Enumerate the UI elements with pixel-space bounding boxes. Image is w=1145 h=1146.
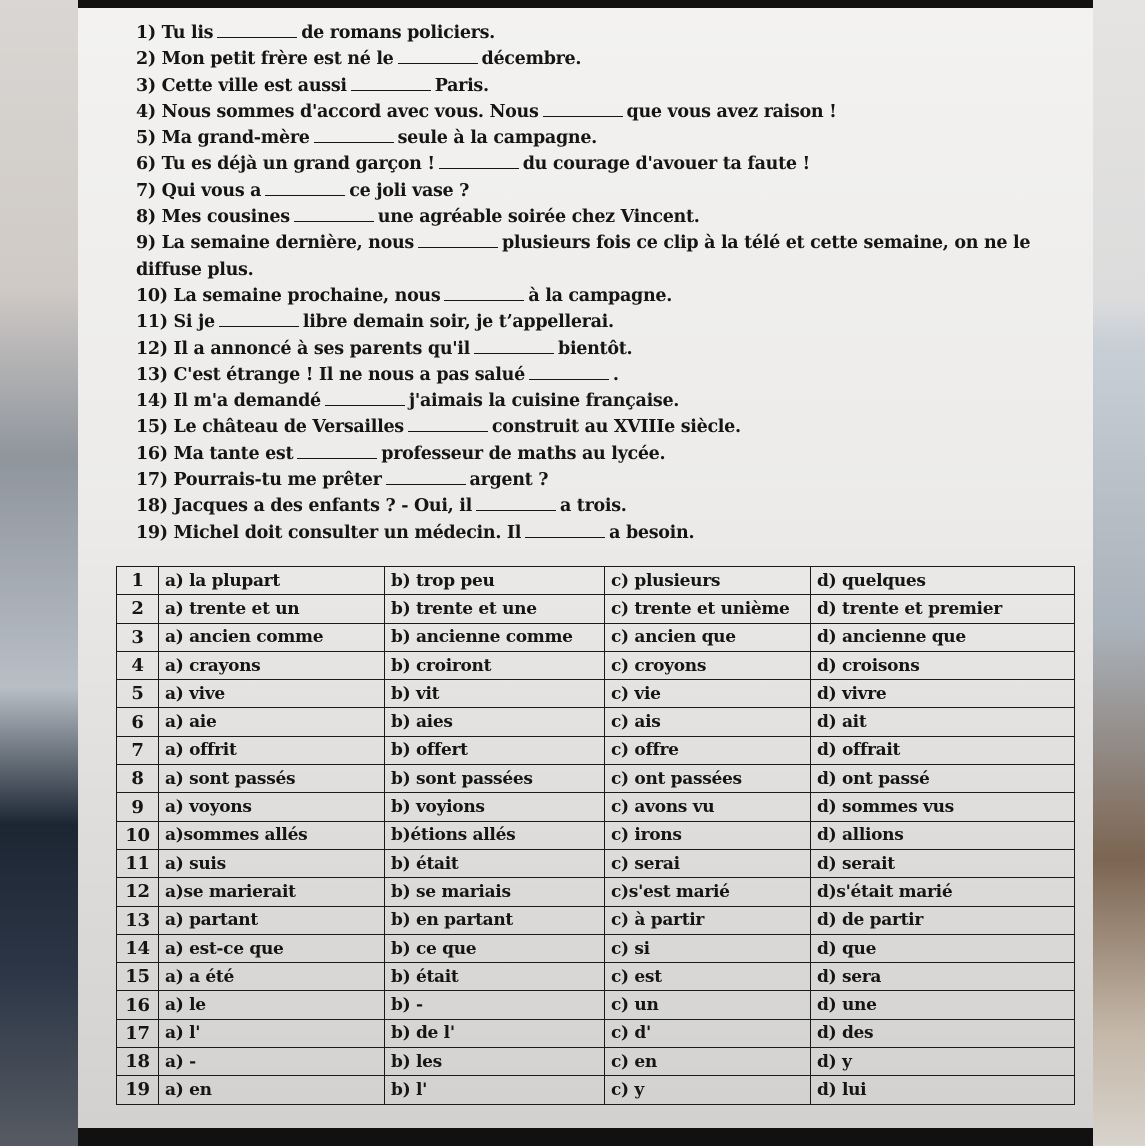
question-text-before: 15) Le château de Versailles (136, 417, 404, 438)
answer-blank[interactable] (408, 414, 488, 432)
answer-option-a[interactable]: a) trente et un (159, 595, 385, 623)
question-line (136, 46, 1086, 72)
answer-row (117, 1076, 1075, 1104)
answer-number-cell: 2 (117, 595, 159, 623)
question-text-after: ce joli vase ? (349, 180, 470, 201)
answer-option-c[interactable]: c) si (605, 934, 811, 962)
answer-option-a[interactable]: a)se marierait (159, 878, 385, 906)
question-line (136, 362, 1086, 388)
answer-option-d[interactable]: d) vivre (811, 680, 1075, 708)
question-line (136, 151, 1086, 177)
answer-option-a[interactable]: a) est-ce que (159, 934, 385, 962)
question-text-before: 1) Tu lis (136, 23, 214, 43)
answer-row (117, 991, 1075, 1019)
answer-table (116, 566, 1075, 1105)
question-line (136, 493, 1086, 519)
answer-number-cell: 7 (117, 736, 159, 764)
answer-option-c[interactable]: c)s'est marié (605, 878, 811, 906)
answer-row (117, 793, 1075, 821)
question-line (136, 99, 1086, 125)
top-border (78, 0, 1093, 8)
answer-number-cell: 17 (117, 1019, 159, 1047)
answer-option-d[interactable]: d) une (811, 991, 1075, 1019)
answer-row (117, 1019, 1075, 1047)
question-text-before: 8) Mes cousines (136, 207, 290, 228)
answer-option-c[interactable]: c) ais (605, 708, 811, 736)
answer-blank[interactable] (297, 441, 377, 459)
answer-option-a[interactable]: a) offrit (159, 736, 385, 764)
answer-option-c[interactable]: c) avons vu (605, 793, 811, 821)
answer-option-d[interactable]: d)s'était marié (811, 878, 1075, 906)
answer-option-d[interactable]: d) quelques (811, 567, 1075, 595)
answer-number-cell: 4 (117, 651, 159, 679)
answer-number-cell: 15 (117, 963, 159, 991)
answer-blank[interactable] (529, 362, 609, 380)
answer-option-b[interactable]: b) croiront (385, 651, 605, 679)
answer-number-cell: 13 (117, 906, 159, 934)
answer-number-cell: 5 (117, 680, 159, 708)
answer-option-b[interactable]: b) se mariais (385, 878, 605, 906)
answer-row (117, 708, 1075, 736)
answer-option-b[interactable]: b) offert (385, 736, 605, 764)
answer-number-cell: 3 (117, 623, 159, 651)
answer-option-c[interactable]: c) est (605, 963, 811, 991)
question-text-before: 9) La semaine dernière, nous (136, 233, 414, 254)
answer-row (117, 878, 1075, 906)
answer-option-c[interactable]: c) en (605, 1048, 811, 1076)
answer-blank[interactable] (474, 336, 554, 354)
answer-option-a[interactable]: a) suis (159, 849, 385, 877)
answer-option-c[interactable]: c) à partir (605, 906, 811, 934)
answer-number-cell: 19 (117, 1076, 159, 1104)
answer-option-a[interactable]: a) crayons (159, 651, 385, 679)
answer-row (117, 821, 1075, 849)
question-text-before: 6) Tu es déjà un grand garçon ! (136, 154, 435, 175)
answer-number-cell: 1 (117, 567, 159, 595)
answer-option-a[interactable]: a) sont passés (159, 765, 385, 793)
answer-number-cell: 8 (117, 765, 159, 793)
question-line (136, 73, 1086, 99)
question-line (136, 204, 1086, 230)
answer-number-cell: 18 (117, 1048, 159, 1076)
question-text-after: a trois. (559, 496, 627, 517)
answer-blank[interactable] (476, 493, 556, 511)
bottom-border (78, 1128, 1093, 1146)
question-text-before: 13) C'est étrange ! Il ne nous a pas salué (136, 364, 525, 385)
answer-blank[interactable] (543, 99, 623, 117)
answer-option-a[interactable]: a) ancien comme (159, 623, 385, 651)
question-text-after: construit au XVIIIe siècle. (491, 417, 741, 438)
answer-row (117, 567, 1075, 595)
answer-option-a[interactable]: a) - (159, 1048, 385, 1076)
answer-option-a[interactable]: a) voyons (159, 793, 385, 821)
question-text-after: bientôt. (558, 338, 633, 359)
answer-blank[interactable] (418, 230, 498, 248)
answer-option-b[interactable]: b) trente et une (385, 595, 605, 623)
answer-option-c[interactable]: c) irons (605, 821, 811, 849)
question-line (136, 125, 1086, 151)
question-line (136, 336, 1086, 362)
question-text-after: libre demain soir, je t’appellerai. (302, 312, 614, 333)
answer-option-d[interactable]: d) allions (811, 821, 1075, 849)
answer-option-b[interactable]: b) aies (385, 708, 605, 736)
answer-option-c[interactable]: c) offre (605, 736, 811, 764)
question-line (136, 230, 1086, 283)
answer-blank[interactable] (265, 178, 345, 196)
question-text-after: . (612, 364, 619, 385)
answer-option-d[interactable]: d) offrait (811, 736, 1075, 764)
answer-option-c[interactable]: c) trente et unième (605, 595, 811, 623)
answer-number-cell: 9 (117, 793, 159, 821)
question-text-after: du courage d'avouer ta faute ! (522, 154, 810, 175)
answer-option-c[interactable]: c) d' (605, 1019, 811, 1047)
answer-option-b[interactable]: b) sont passées (385, 765, 605, 793)
answer-blank[interactable] (219, 309, 299, 327)
question-text-before: 17) Pourrais-tu me prêter (136, 470, 382, 491)
answer-option-b[interactable]: b) en partant (385, 906, 605, 934)
answer-blank[interactable] (314, 125, 394, 143)
answer-blank[interactable] (325, 388, 405, 406)
answer-option-d[interactable]: d) ont passé (811, 765, 1075, 793)
answer-number-cell: 10 (117, 821, 159, 849)
question-text-before: 5) Ma grand-mère (136, 128, 310, 149)
question-line (136, 388, 1086, 414)
answer-option-d[interactable]: d) croisons (811, 651, 1075, 679)
answer-blank[interactable] (294, 204, 374, 222)
question-text-before: 18) Jacques a des enfants ? - Oui, il (136, 496, 472, 517)
question-text-before: 14) Il m'a demandé (136, 391, 321, 412)
answer-option-a[interactable]: a) le (159, 991, 385, 1019)
question-text-after: argent ? (469, 470, 549, 491)
answer-option-c[interactable]: c) ont passées (605, 765, 811, 793)
answer-option-c[interactable]: c) croyons (605, 651, 811, 679)
answer-table-body (117, 567, 1075, 1105)
answer-blank[interactable] (444, 283, 524, 301)
answer-option-d[interactable]: d) trente et premier (811, 595, 1075, 623)
answer-blank[interactable] (439, 151, 519, 169)
answer-option-a[interactable]: a) la plupart (159, 567, 385, 595)
question-text-before: 3) Cette ville est aussi (136, 75, 347, 96)
question-text-after: de romans policiers. (301, 23, 495, 43)
answer-row (117, 963, 1075, 991)
answer-blank[interactable] (525, 520, 605, 538)
answer-option-b[interactable]: b) était (385, 849, 605, 877)
answer-option-c[interactable]: c) y (605, 1076, 811, 1104)
answer-blank[interactable] (386, 467, 466, 485)
answer-option-d[interactable]: d) y (811, 1048, 1075, 1076)
question-text-before: 4) Nous sommes d'accord avec vous. Nous (136, 101, 539, 122)
answer-option-d[interactable]: d) sommes vus (811, 793, 1075, 821)
answer-option-a[interactable]: a)sommes allés (159, 821, 385, 849)
question-text-before: 11) Si je (136, 312, 215, 333)
answer-option-a[interactable]: a) vive (159, 680, 385, 708)
answer-option-c[interactable]: c) un (605, 991, 811, 1019)
background-right (1093, 0, 1145, 1146)
answer-row (117, 736, 1075, 764)
background-left (0, 0, 78, 1146)
answer-row (117, 623, 1075, 651)
question-text-after: Paris. (434, 75, 489, 96)
answer-option-b[interactable]: b) de l' (385, 1019, 605, 1047)
question-text-after: professeur de maths au lycée. (381, 443, 666, 464)
answer-option-d[interactable]: d) des (811, 1019, 1075, 1047)
answer-option-b[interactable]: b) trop peu (385, 567, 605, 595)
answer-number-cell: 14 (117, 934, 159, 962)
question-text-after: plusieurs fois ce clip à la télé et cette semaine, on ne le diffuse plus. (136, 233, 1031, 280)
answer-option-c[interactable]: c) ancien que (605, 623, 811, 651)
answer-row (117, 765, 1075, 793)
answer-row (117, 680, 1075, 708)
question-text-before: 10) La semaine prochaine, nous (136, 285, 441, 306)
answer-option-b[interactable]: b) - (385, 991, 605, 1019)
question-text-after: une agréable soirée chez Vincent. (377, 207, 700, 228)
question-text-before: 2) Mon petit frère est né le (136, 49, 394, 70)
answer-option-a[interactable]: a) en (159, 1076, 385, 1104)
question-text-after: à la campagne. (528, 285, 673, 306)
worksheet-page (78, 8, 1093, 1128)
answer-option-a[interactable]: a) partant (159, 906, 385, 934)
answer-option-a[interactable]: a) aie (159, 708, 385, 736)
question-line (136, 309, 1086, 335)
question-text-after: que vous avez raison ! (626, 101, 837, 122)
answer-option-b[interactable]: b) vit (385, 680, 605, 708)
answer-option-c[interactable]: c) vie (605, 680, 811, 708)
answer-blank[interactable] (217, 20, 297, 38)
question-line (136, 441, 1086, 467)
answer-option-c[interactable]: c) serai (605, 849, 811, 877)
answer-option-a[interactable]: a) a été (159, 963, 385, 991)
answer-option-d[interactable]: d) ancienne que (811, 623, 1075, 651)
answer-option-b[interactable]: b) voyions (385, 793, 605, 821)
question-line (136, 414, 1086, 440)
question-list (136, 20, 1086, 546)
question-text-before: 19) Michel doit consulter un médecin. Il (136, 522, 522, 543)
answer-row (117, 934, 1075, 962)
answer-option-d[interactable]: d) ait (811, 708, 1075, 736)
answer-option-d[interactable]: d) serait (811, 849, 1075, 877)
answer-option-d[interactable]: d) que (811, 934, 1075, 962)
question-text-before: 16) Ma tante est (136, 443, 294, 464)
question-text-after: a besoin. (609, 522, 695, 543)
answer-row (117, 651, 1075, 679)
question-text-after: seule à la campagne. (397, 128, 597, 149)
answer-blank[interactable] (351, 73, 431, 91)
answer-row (117, 1048, 1075, 1076)
answer-option-b[interactable]: b) ce que (385, 934, 605, 962)
question-line (136, 283, 1086, 309)
answer-number-cell: 6 (117, 708, 159, 736)
question-text-after: décembre. (481, 49, 582, 70)
question-line (136, 520, 1086, 546)
answer-option-b[interactable]: b) ancienne comme (385, 623, 605, 651)
answer-blank[interactable] (398, 46, 478, 64)
answer-number-cell: 12 (117, 878, 159, 906)
question-line (136, 467, 1086, 493)
answer-row (117, 849, 1075, 877)
answer-option-b[interactable]: b)étions allés (385, 821, 605, 849)
question-text-before: 12) Il a annoncé à ses parents qu'il (136, 338, 471, 359)
answer-option-b[interactable]: b) était (385, 963, 605, 991)
answer-option-a[interactable]: a) l' (159, 1019, 385, 1047)
question-line (136, 20, 1086, 46)
question-text-before: 7) Qui vous a (136, 180, 262, 201)
answer-option-d[interactable]: d) de partir (811, 906, 1075, 934)
answer-option-d[interactable]: d) lui (811, 1076, 1075, 1104)
answer-option-c[interactable]: c) plusieurs (605, 567, 811, 595)
answer-number-cell: 16 (117, 991, 159, 1019)
answer-number-cell: 11 (117, 849, 159, 877)
answer-option-b[interactable]: b) l' (385, 1076, 605, 1104)
answer-row (117, 906, 1075, 934)
answer-option-b[interactable]: b) les (385, 1048, 605, 1076)
answer-option-d[interactable]: d) sera (811, 963, 1075, 991)
question-text-after: j'aimais la cuisine française. (408, 391, 680, 412)
answer-row (117, 595, 1075, 623)
question-line (136, 178, 1086, 204)
